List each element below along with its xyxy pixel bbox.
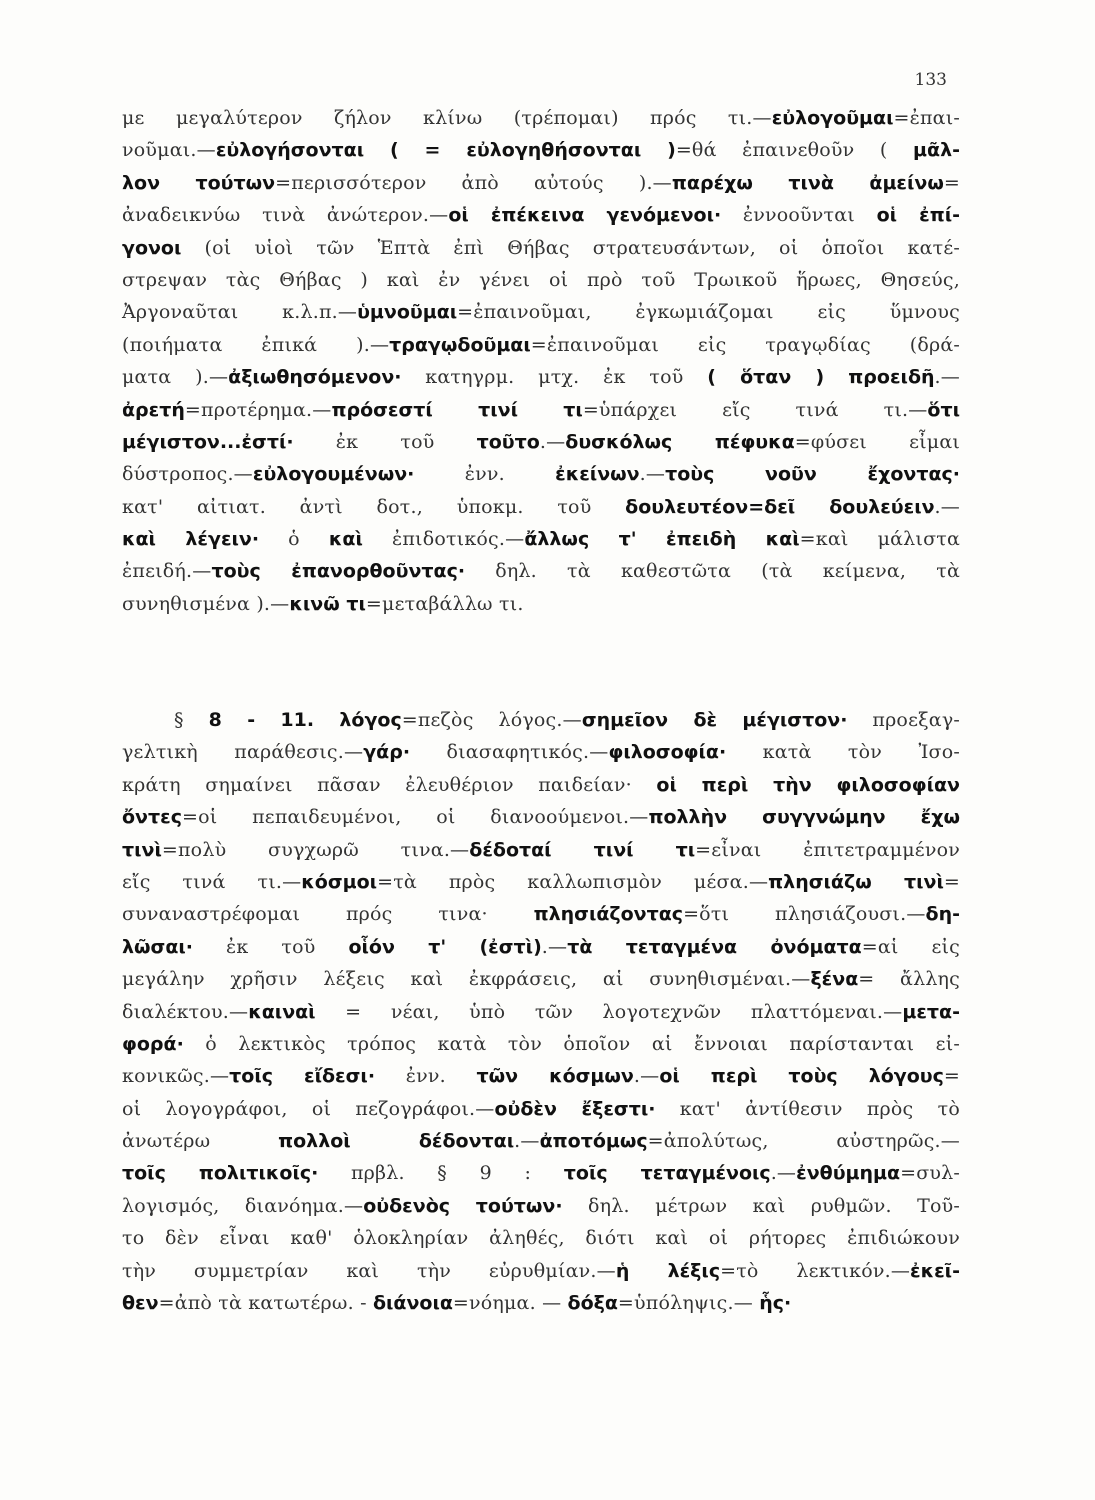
lemma-term: δουλευτέον=δεῖ δουλεύειν bbox=[625, 495, 935, 518]
gloss-text: =ἀπὸ τὰ κατωτέρω. - bbox=[158, 1292, 373, 1315]
gloss-text: δηλ. μέτρων καὶ ρυθμῶν. Τοῦ- bbox=[562, 1194, 960, 1217]
lemma-term: καὶ bbox=[328, 528, 363, 551]
gloss-text: δηλ. τὰ καθεστῶτα (τὰ κείμενα, τὰ bbox=[465, 560, 960, 583]
text-line bbox=[122, 866, 960, 898]
lemma-term: ὅτι bbox=[927, 398, 960, 421]
text-line bbox=[122, 296, 960, 328]
lemma-term: ἧς· bbox=[759, 1292, 792, 1315]
gloss-text: =ὑπάρχει εἴς τινά τι.— bbox=[582, 398, 928, 421]
lemma-term: κόσμοι bbox=[301, 870, 378, 893]
lemma-term: σημεῖον δὲ μέγιστον· bbox=[581, 709, 848, 731]
gloss-text: ἐκ τοῦ bbox=[293, 430, 477, 453]
lemma-term: οἷόν τ' (ἐστὶ) bbox=[348, 935, 542, 958]
lemma-term: τοὺς ἐπανορθοῦντας· bbox=[211, 560, 466, 583]
lemma-term: μετα- bbox=[902, 1000, 960, 1023]
text-line bbox=[122, 704, 960, 736]
text-line bbox=[122, 1125, 960, 1157]
lemma-term: ὄντες bbox=[122, 806, 182, 829]
gloss-text: =ἐπαινοῦμαι, ἐγκωμιάζομαι εἰς ὕμνους bbox=[457, 301, 960, 324]
gloss-text: δύστροπος.— bbox=[122, 463, 253, 486]
gloss-text: =ὑπόληψις.— bbox=[617, 1292, 760, 1315]
gloss-text: =περισσότερον ἀπὸ αὐτούς ).— bbox=[275, 171, 672, 194]
gloss-text: ἐνν. bbox=[375, 1065, 477, 1088]
gloss-text: =πολὺ συγχωρῶ τινα.— bbox=[161, 838, 470, 861]
text-line bbox=[122, 167, 960, 199]
text-line bbox=[122, 996, 960, 1028]
text-line bbox=[122, 963, 960, 995]
page-number: 133 bbox=[914, 70, 947, 90]
lemma-term: ἀποτόμως bbox=[539, 1130, 648, 1153]
gloss-text: ἐπιδοτικός.— bbox=[362, 528, 525, 551]
gloss-text: ματα ).— bbox=[122, 366, 229, 389]
lemma-term: παρέχω τινὰ ἀμείνω bbox=[671, 171, 944, 194]
lemma-term: πρόσεστί τινί τι bbox=[331, 398, 583, 421]
text-line bbox=[122, 491, 960, 523]
lemma-term: εὐλογήσονται ( = εὐλογηθήσονται ) bbox=[215, 139, 676, 162]
lemma-term: 8 - 11. λόγος bbox=[208, 709, 402, 731]
lemma-term: οἱ περὶ τὴν φιλοσοφίαν bbox=[656, 773, 960, 796]
gloss-text: .— bbox=[541, 935, 568, 958]
lemma-term: δέδοταί τινί τι bbox=[469, 838, 696, 861]
gloss-text: προεξαγ- bbox=[847, 709, 960, 731]
text-line bbox=[122, 555, 960, 587]
lemma-term: ὑμνοῦμαι bbox=[357, 301, 458, 324]
text-line bbox=[122, 329, 960, 361]
lemma-term: δόξα bbox=[567, 1292, 618, 1315]
lemma-term: ἄλλως τ' ἐπειδὴ καὶ bbox=[524, 528, 800, 551]
gloss-text: .— bbox=[770, 1162, 797, 1185]
text-line bbox=[122, 736, 960, 768]
lemma-term: ἐνθύμημα bbox=[796, 1162, 901, 1185]
lemma-term: ( ὅταν ) προειδῆ bbox=[707, 366, 935, 389]
text-line bbox=[122, 1157, 960, 1189]
lemma-term: εὐλογουμένων· bbox=[252, 463, 415, 486]
gloss-text: .— bbox=[633, 1065, 660, 1088]
text-line bbox=[122, 523, 960, 555]
text-line bbox=[122, 264, 960, 296]
text-line bbox=[122, 1060, 960, 1092]
gloss-text: =οἱ πεπαιδευμένοι, οἱ διανοούμενοι.— bbox=[181, 806, 649, 829]
lemma-term: λῶσαι· bbox=[122, 935, 194, 958]
text-line bbox=[122, 898, 960, 930]
text-line bbox=[122, 458, 960, 490]
gloss-text: διαλέκτου.— bbox=[122, 1000, 249, 1023]
lemma-term: μέγιστον...ἐστί· bbox=[122, 430, 294, 453]
gloss-text: ἐνν. bbox=[414, 463, 556, 486]
text-line bbox=[122, 1287, 960, 1319]
gloss-text: τὴν συμμετρίαν καὶ τὴν εὐρυθμίαν.— bbox=[122, 1259, 616, 1282]
gloss-text: = bbox=[943, 870, 960, 893]
text-line bbox=[122, 102, 960, 134]
lemma-term: ξένα bbox=[810, 968, 859, 991]
gloss-text: οἱ λογογράφοι, οἱ πεζογράφοι.— bbox=[122, 1097, 495, 1120]
gloss-text: =φύσει εἶμαι bbox=[794, 430, 961, 453]
gloss-text: (ποιήματα ἐπικά ).— bbox=[122, 333, 390, 356]
gloss-text: κατὰ τὸν Ἰσο- bbox=[726, 741, 960, 764]
gloss-text: =συλ- bbox=[900, 1162, 960, 1185]
gloss-text: ἀναδεικνύω τινὰ ἀνώτερον.— bbox=[122, 204, 449, 227]
lemma-term: καιναὶ bbox=[248, 1000, 316, 1023]
gloss-text: =νόημα. — bbox=[452, 1292, 568, 1315]
gloss-text: =εἶναι ἐπιτετραμμένον bbox=[695, 838, 960, 861]
lemma-term: οὐδὲν ἔξεστι· bbox=[494, 1097, 656, 1120]
gloss-text: =προτέρημα.— bbox=[184, 398, 332, 421]
gloss-text: (οἱ υἱοὶ τῶν Ἑπτὰ ἐπὶ Θήβας στρατευσάντων, οἱ ὁποῖοι κατέ- bbox=[181, 236, 960, 259]
gloss-text: πρβλ. § 9 : bbox=[318, 1162, 564, 1185]
gloss-text: ἐννοοῦνται bbox=[721, 204, 877, 227]
commentary-block-1 bbox=[122, 102, 960, 620]
text-line bbox=[122, 1028, 960, 1060]
gloss-text: κατηγρμ. μτχ. ἐκ τοῦ bbox=[401, 366, 708, 389]
gloss-text: με μεγαλύτερον ζήλον κλίνω (τρέπομαι) πρός τι.— bbox=[122, 107, 772, 129]
gloss-text: = ἄλλης bbox=[858, 968, 960, 991]
text-line bbox=[122, 361, 960, 393]
gloss-text: =θά ἐπαινεθοῦν ( bbox=[675, 139, 914, 162]
gloss-text: Ἀργοναῦται κ.λ.π.— bbox=[122, 301, 358, 324]
gloss-text: ὁ λεκτικὸς τρόπος κατὰ τὸν ὁποῖον αἱ ἔννοιαι παρίστανται εἰ- bbox=[183, 1032, 960, 1055]
lemma-term: πλησιάζοντας bbox=[533, 903, 684, 926]
lemma-term: τινὶ bbox=[122, 838, 162, 861]
lemma-term: δη- bbox=[925, 903, 960, 926]
gloss-text: =τὸ λεκτικόν.— bbox=[720, 1259, 911, 1282]
gloss-text: .— bbox=[934, 366, 960, 389]
lemma-term: μᾶλ- bbox=[913, 139, 960, 162]
lemma-term: τραγῳδοῦμαι bbox=[389, 333, 531, 356]
lemma-term: γάρ· bbox=[363, 741, 411, 764]
lemma-term: ἀρετή bbox=[122, 398, 185, 421]
gloss-text: μεγάλην χρῆσιν λέξεις καὶ ἐκφράσεις, αἱ συνηθισμέναι.— bbox=[122, 968, 811, 991]
gloss-text: § bbox=[174, 709, 209, 731]
gloss-text: ὁ bbox=[259, 528, 329, 551]
gloss-text: .— bbox=[514, 1130, 540, 1153]
gloss-text: στρεψαν τὰς Θήβας ) καὶ ἐν γένει οἱ πρὸ τοῦ Τρωικοῦ ἥρωες, Θησεύς, bbox=[122, 268, 960, 291]
gloss-text: ἀνωτέρω bbox=[122, 1130, 279, 1153]
gloss-text: κατ' ἀντίθεσιν πρὸς τὸ bbox=[655, 1097, 960, 1120]
gloss-text: εἴς τινά τι.— bbox=[122, 870, 302, 893]
gloss-text: =αἱ εἰς bbox=[861, 935, 961, 958]
lemma-term: τοῦτο bbox=[476, 430, 540, 453]
gloss-text: διασαφητικός.— bbox=[410, 741, 609, 764]
lemma-term: ἡ λέξις bbox=[615, 1259, 721, 1282]
text-line bbox=[122, 1222, 960, 1254]
gloss-text: = bbox=[943, 171, 960, 194]
lemma-term: διάνοια bbox=[372, 1292, 453, 1315]
lemma-term: καὶ λέγειν· bbox=[122, 528, 260, 551]
gloss-text: κονικῶς.— bbox=[122, 1065, 230, 1088]
gloss-text: κατ' αἰτιατ. ἀντὶ δοτ., ὑποκμ. τοῦ bbox=[122, 495, 626, 518]
lemma-term: φιλοσοφία· bbox=[608, 741, 727, 764]
lemma-term: τὰ τεταγμένα ὀνόματα bbox=[567, 935, 862, 958]
lemma-term: πολλοὶ δέδονται bbox=[278, 1130, 515, 1153]
text-line bbox=[122, 834, 960, 866]
lemma-term: οἱ ἐπί- bbox=[876, 204, 961, 227]
lemma-term: πολλὴν συγγνώμην ἔχω bbox=[648, 806, 961, 829]
gloss-text: συνηθισμένα ).— bbox=[122, 592, 290, 615]
text-line bbox=[122, 199, 960, 231]
lemma-term: οἱ περὶ τοὺς λόγους bbox=[659, 1065, 944, 1088]
text-line bbox=[122, 801, 960, 833]
lemma-term: πλησιάζω τινὶ bbox=[768, 870, 944, 893]
gloss-text: συναναστρέφομαι πρός τινα· bbox=[122, 903, 534, 926]
lemma-term: θεν bbox=[122, 1292, 159, 1315]
text-line bbox=[122, 134, 960, 166]
gloss-text: .— bbox=[539, 430, 566, 453]
gloss-text: λογισμός, διανόημα.— bbox=[122, 1194, 364, 1217]
gloss-text: .— bbox=[934, 495, 960, 518]
lemma-term: φορά· bbox=[122, 1032, 184, 1055]
text-line bbox=[122, 1255, 960, 1287]
lemma-term: τοὺς νοῦν ἔχοντας· bbox=[665, 463, 960, 486]
lemma-term: ἐκείνων bbox=[555, 463, 640, 486]
gloss-text: =καὶ μάλιστα bbox=[799, 528, 960, 551]
gloss-text: κράτη σημαίνει πᾶσαν ἐλευθέριον παιδείαν· bbox=[122, 773, 657, 796]
gloss-text: ἐπειδή.— bbox=[122, 560, 212, 583]
gloss-text: =ἐπαινοῦμαι εἰς τραγῳδίας (δρά- bbox=[530, 333, 960, 356]
lemma-term: τῶν κόσμων bbox=[476, 1065, 634, 1088]
gloss-text: .— bbox=[639, 463, 666, 486]
text-line bbox=[122, 426, 960, 458]
text-line bbox=[122, 232, 960, 264]
text-line bbox=[122, 1093, 960, 1125]
lemma-term: τοῖς εἴδεσι· bbox=[229, 1065, 376, 1088]
lemma-term: κινῶ τι bbox=[289, 592, 366, 615]
gloss-text: το δὲν εἶναι καθ' ὁλοκληρίαν ἀληθές, διότι καὶ οἱ ρήτορες ἐπιδιώκουν bbox=[122, 1227, 960, 1250]
lemma-term: οὐδενὸς τούτων· bbox=[363, 1194, 563, 1217]
text-line bbox=[122, 1190, 960, 1222]
lemma-term: γονοι bbox=[122, 236, 182, 259]
gloss-text: =ἀπολύτως, αὐστηρῶς.— bbox=[647, 1130, 960, 1153]
gloss-text: =πεζὸς λόγος.— bbox=[401, 709, 582, 731]
commentary-block-2 bbox=[122, 704, 960, 1319]
gloss-text: = bbox=[943, 1065, 960, 1088]
lemma-term: δυσκόλως πέφυκα bbox=[565, 430, 795, 453]
text-line bbox=[122, 931, 960, 963]
lemma-term: οἱ ἐπέκεινα γενόμενοι· bbox=[448, 204, 722, 227]
gloss-text: =ὅτι πλησιάζουσι.— bbox=[683, 903, 926, 926]
gloss-text: γελτικὴ παράθεσις.— bbox=[122, 741, 364, 764]
text-line bbox=[122, 394, 960, 426]
lemma-term: εὐλογοῦμαι bbox=[771, 107, 894, 129]
lemma-term: τοῖς πολιτικοῖς· bbox=[122, 1162, 319, 1185]
lemma-term: λον τούτων bbox=[122, 171, 276, 194]
gloss-text: =μεταβάλλω τι. bbox=[365, 592, 524, 615]
lemma-term: ἐκεῖ- bbox=[910, 1259, 960, 1282]
gloss-text: νοῦμαι.— bbox=[122, 139, 216, 162]
gloss-text: ἐκ τοῦ bbox=[193, 935, 349, 958]
gloss-text: =τὰ πρὸς καλλωπισμὸν μέσα.— bbox=[377, 870, 769, 893]
text-line bbox=[122, 588, 960, 620]
lemma-term: ἀξιωθησόμενον· bbox=[228, 366, 402, 389]
lemma-term: τοῖς τεταγμένοις bbox=[563, 1162, 771, 1185]
gloss-text: =ἐπαι- bbox=[893, 107, 960, 129]
gloss-text: = νέαι, ὑπὸ τῶν λογοτεχνῶν πλαττόμεναι.— bbox=[315, 1000, 903, 1023]
text-line bbox=[122, 769, 960, 801]
